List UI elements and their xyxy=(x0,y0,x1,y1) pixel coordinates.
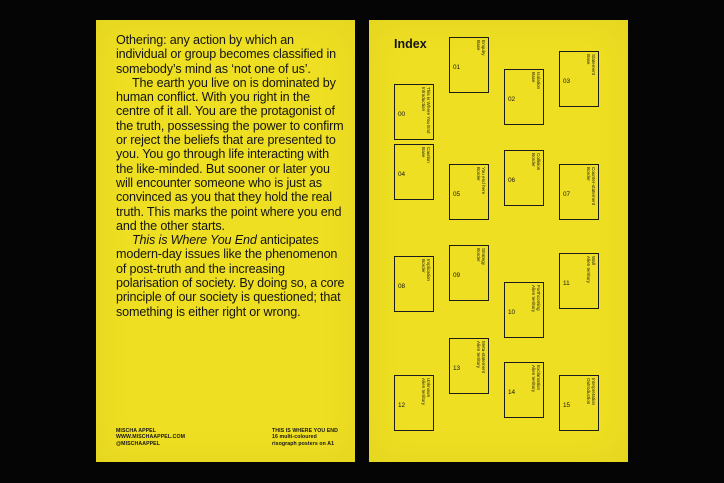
essay-title-italic: This is Where You End xyxy=(132,233,257,248)
credit-line: risograph posters on A1 xyxy=(272,440,335,447)
index-card-13 xyxy=(449,338,489,394)
card-title: Unknown xyxy=(426,378,431,398)
index-card-number: 08 xyxy=(398,283,406,290)
index-card-number: 11 xyxy=(563,280,570,287)
card-section: Alien territory xyxy=(530,285,536,313)
card-title: Interpretation xyxy=(591,378,596,406)
index-card-label xyxy=(421,147,431,163)
index-card-03 xyxy=(559,51,599,107)
card-title: Counter-statement xyxy=(591,167,596,206)
card-title: Enquiry xyxy=(481,40,486,56)
credit-line: WWW.MISCHAAPPEL.COM xyxy=(116,434,186,441)
index-card-number: 04 xyxy=(398,171,406,178)
index-card-label xyxy=(586,378,596,405)
index-card-label xyxy=(586,54,596,75)
index-card-label xyxy=(531,365,541,392)
card-title: You end here xyxy=(481,167,486,195)
card-section: Border xyxy=(420,259,426,273)
index-card-label xyxy=(421,259,431,281)
index-card-09 xyxy=(449,245,489,301)
index-card-number: 15 xyxy=(563,402,571,409)
card-title: Implication xyxy=(426,259,431,281)
index-card-02 xyxy=(504,69,544,125)
index-card-label xyxy=(476,248,486,265)
card-title: Statement xyxy=(591,54,596,75)
index-title: Index xyxy=(394,37,427,51)
essay-text-run: Othering: any action by which an individual or group becomes classified in somebody’s mind as ‘not one of us’. xyxy=(116,33,336,76)
index-card-14 xyxy=(504,362,544,418)
index-card-label xyxy=(531,285,541,312)
index-card-06 xyxy=(504,150,544,206)
index-card-15 xyxy=(559,375,599,431)
index-card-number: 05 xyxy=(453,191,461,198)
index-card-label xyxy=(531,72,541,89)
card-section: Introduction xyxy=(420,87,426,112)
card-section: Base xyxy=(420,147,426,158)
index-card-label xyxy=(476,40,486,56)
card-section: Base xyxy=(530,72,536,83)
card-section: Border xyxy=(475,167,481,181)
credits-right xyxy=(272,428,338,447)
essay-poster xyxy=(96,20,355,462)
card-section: Base xyxy=(475,40,481,51)
credit-line: @MISCHAAPPEL xyxy=(116,440,161,447)
index-card-label xyxy=(421,87,431,133)
index-card-number: 13 xyxy=(453,365,461,372)
index-card-04 xyxy=(394,144,434,200)
card-section: Border xyxy=(475,248,481,262)
credit-line: THIS IS WHERE YOU END xyxy=(272,427,338,434)
index-card-label xyxy=(421,378,431,405)
card-title: Collision xyxy=(536,153,541,171)
index-card-label xyxy=(476,341,486,373)
card-section: Border xyxy=(530,153,536,167)
index-card-00 xyxy=(394,84,434,140)
card-title: Meta-statement xyxy=(481,341,486,373)
index-card-11 xyxy=(559,253,599,309)
card-title: Wall xyxy=(591,256,596,265)
card-section: Alien territory xyxy=(530,365,536,393)
essay-text-run: anticipates modern-day issues like the phenomenon of post-truth and the increasing polarisation of society. By doing so, a core principle of our society is questioned; that something is either right or wrong. xyxy=(116,233,345,319)
index-card-number: 12 xyxy=(398,402,406,409)
essay-text xyxy=(116,33,346,319)
index-card-number: 06 xyxy=(508,177,516,184)
index-card-number: 00 xyxy=(398,111,406,118)
card-title: Forthcoming xyxy=(536,285,541,311)
index-card-label xyxy=(476,167,486,194)
card-section: Border xyxy=(585,167,591,181)
card-title: Strategy xyxy=(481,248,486,266)
card-section: Alien territory xyxy=(475,341,481,369)
card-title: This is Where You End xyxy=(426,87,431,134)
card-section: Base xyxy=(585,54,591,65)
card-title: Exclamation xyxy=(536,365,541,391)
index-card-number: 01 xyxy=(453,64,461,71)
index-card-label xyxy=(586,167,596,205)
card-section: Outroduction xyxy=(585,378,591,405)
credit-line: MISCHA APPEL xyxy=(116,427,157,434)
index-card-05 xyxy=(449,164,489,220)
card-section: Alien territory xyxy=(585,256,591,284)
credit-line: 16 multi-coloured xyxy=(272,434,317,441)
index-card-07 xyxy=(559,164,599,220)
index-card-10 xyxy=(504,282,544,338)
index-card-label xyxy=(531,153,541,170)
index-card-08 xyxy=(394,256,434,312)
essay-paragraph xyxy=(116,76,346,233)
card-title: Caution xyxy=(426,147,431,163)
index-card-12 xyxy=(394,375,434,431)
index-card-number: 10 xyxy=(508,309,516,316)
card-title: Isolation xyxy=(536,72,541,90)
index-card-number: 02 xyxy=(508,96,516,103)
index-poster xyxy=(369,20,628,462)
index-card-01 xyxy=(449,37,489,93)
essay-paragraph xyxy=(116,233,346,319)
index-card-number: 07 xyxy=(563,191,571,198)
card-section: Alien territory xyxy=(420,378,426,406)
essay-text-run: The earth you live on is dominated by human conflict. With you right in the centre of it all. You are the protagonist of the truth, possessing the power to confirm or reject the beliefs that are presented to you. You go through life interacting with the like-minded. But sooner or later you will encounter someone who is just as convinced as you that they hold the real truth. This marks the point where you end and the other starts. xyxy=(116,75,344,233)
index-card-number: 09 xyxy=(453,272,461,279)
index-card-number: 14 xyxy=(508,389,516,396)
essay-paragraph xyxy=(116,33,346,76)
index-card-number: 03 xyxy=(563,78,571,85)
credits-left xyxy=(116,428,185,447)
index-card-label xyxy=(586,256,596,283)
